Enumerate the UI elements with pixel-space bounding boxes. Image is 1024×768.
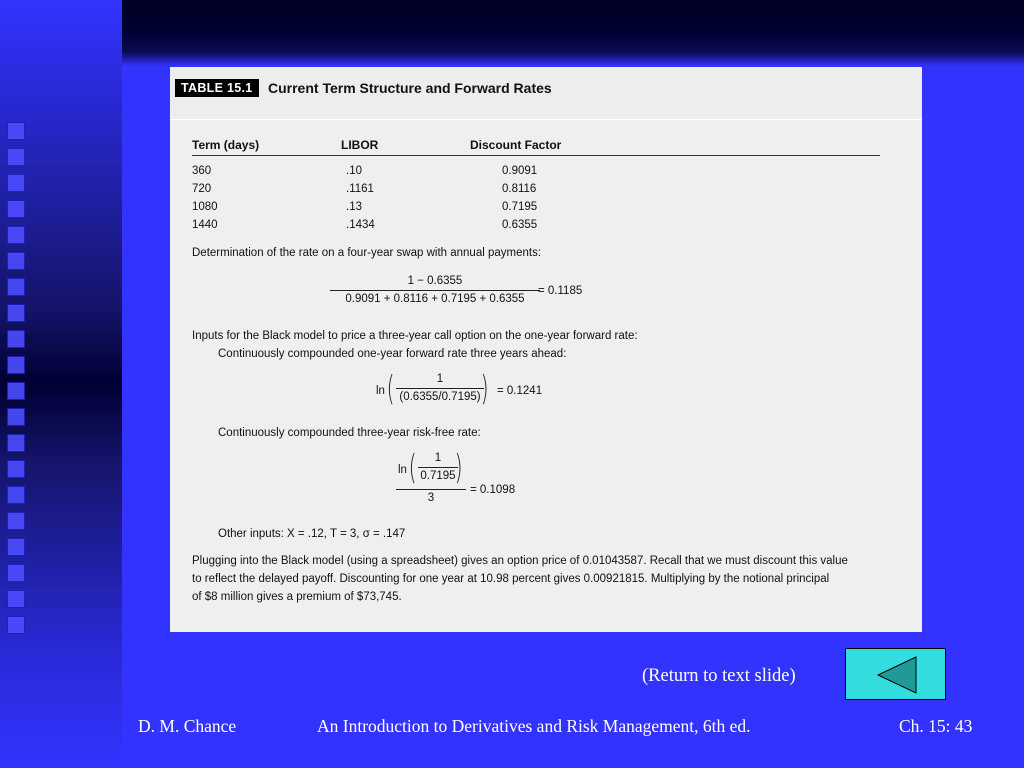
decorative-square — [7, 538, 25, 556]
open-paren: ( — [386, 369, 395, 409]
conclusion-line: to reflect the delayed payoff. Discounting for one year at 10.98 percent gives 0.00921815. Multiplying by the notional principal — [192, 573, 830, 585]
riskfree-inner-denominator: 0.7195 — [418, 467, 458, 482]
swap-denominator: 0.9091 + 0.8116 + 0.7195 + 0.6355 — [330, 290, 540, 305]
forward-fraction — [396, 373, 484, 403]
cell-libor: .1161 — [346, 183, 374, 195]
column-header-term: Term (days) — [192, 138, 260, 152]
decorative-square — [7, 122, 25, 140]
cell-discount: 0.9091 — [502, 165, 538, 177]
riskfree-outer-denominator: 3 — [396, 489, 466, 504]
riskfree-result: = 0.1098 — [470, 484, 516, 496]
column-header-discount-factor: Discount Factor — [470, 138, 562, 152]
table-tag: TABLE 15.1 — [175, 79, 259, 97]
left-decorative-strip — [0, 0, 122, 768]
return-link-text[interactable]: (Return to text slide) — [642, 666, 796, 686]
other-inputs-text: Other inputs: X = .12, T = 3, σ = .147 — [218, 528, 406, 540]
table-header — [170, 67, 922, 120]
decorative-square — [7, 512, 25, 530]
cell-discount: 0.7195 — [502, 201, 538, 213]
black-intro-text: Inputs for the Black model to price a three-year call option on the one-year forward rate: — [192, 330, 638, 342]
decorative-square — [7, 304, 25, 322]
return-button[interactable] — [845, 648, 946, 700]
decorative-square — [7, 460, 25, 478]
decorative-square — [7, 382, 25, 400]
decorative-square — [7, 356, 25, 374]
cell-libor: .10 — [346, 165, 362, 177]
column-header-libor: LIBOR — [341, 138, 379, 152]
footer-book-title: An Introduction to Derivatives and Risk Management, 6th ed. — [317, 716, 751, 736]
forward-denominator: (0.6355/0.7195) — [396, 388, 484, 403]
ln-label: ln — [376, 385, 385, 397]
close-paren: ) — [454, 448, 463, 488]
open-paren: ( — [408, 448, 417, 488]
cell-discount: 0.6355 — [502, 219, 538, 231]
forward-result: = 0.1241 — [497, 385, 543, 397]
decorative-square — [7, 200, 25, 218]
decorative-square — [7, 148, 25, 166]
riskfree-ln-label: ln — [398, 464, 407, 476]
footer-chapter: Ch. 15: 43 — [899, 716, 973, 736]
decorative-square — [7, 226, 25, 244]
decorative-square — [7, 252, 25, 270]
decorative-square — [7, 330, 25, 348]
cell-term: 720 — [192, 183, 212, 195]
top-gradient-band — [122, 52, 1024, 66]
table-panel — [170, 67, 922, 632]
decorative-square — [7, 486, 25, 504]
cell-libor: .13 — [346, 201, 362, 213]
cell-libor: .1434 — [346, 219, 375, 231]
header-rule — [192, 155, 880, 156]
cell-term: 360 — [192, 165, 212, 177]
decorative-square — [7, 408, 25, 426]
swap-intro-text: Determination of the rate on a four-year swap with annual payments: — [192, 247, 542, 259]
cell-term: 1440 — [192, 219, 218, 231]
table-caption: Current Term Structure and Forward Rates — [268, 80, 552, 96]
decorative-square — [7, 590, 25, 608]
decorative-square — [7, 174, 25, 192]
riskfree-inner-numerator: 1 — [434, 452, 442, 464]
swap-numerator: 1 − 0.6355 — [407, 275, 463, 287]
top-dark-band — [122, 0, 1024, 52]
cell-term: 1080 — [192, 201, 218, 213]
decorative-square — [7, 564, 25, 582]
riskfree-inner-fraction — [418, 452, 458, 482]
footer-author: D. M. Chance — [138, 716, 237, 736]
forward-numerator: 1 — [436, 373, 444, 385]
swap-result: = 0.1185 — [538, 285, 583, 297]
conclusion-line: Plugging into the Black model (using a spreadsheet) gives an option price of 0.01043587. Recall that we must discount this value — [192, 555, 848, 567]
riskfree-outer-denominator-wrap — [396, 489, 466, 504]
riskfree-rate-label: Continuously compounded three-year risk-free rate: — [218, 427, 481, 439]
conclusion-line: of $8 million gives a premium of $73,745. — [192, 591, 402, 603]
decorative-square — [7, 278, 25, 296]
forward-rate-label: Continuously compounded one-year forward rate three years ahead: — [218, 348, 567, 360]
cell-discount: 0.8116 — [502, 183, 537, 195]
decorative-square — [7, 434, 25, 452]
close-paren: ) — [480, 369, 489, 409]
riskfree-fraction — [396, 448, 466, 508]
triangle-left-icon — [876, 655, 918, 695]
swap-fraction — [330, 275, 540, 305]
decorative-square — [7, 616, 25, 634]
